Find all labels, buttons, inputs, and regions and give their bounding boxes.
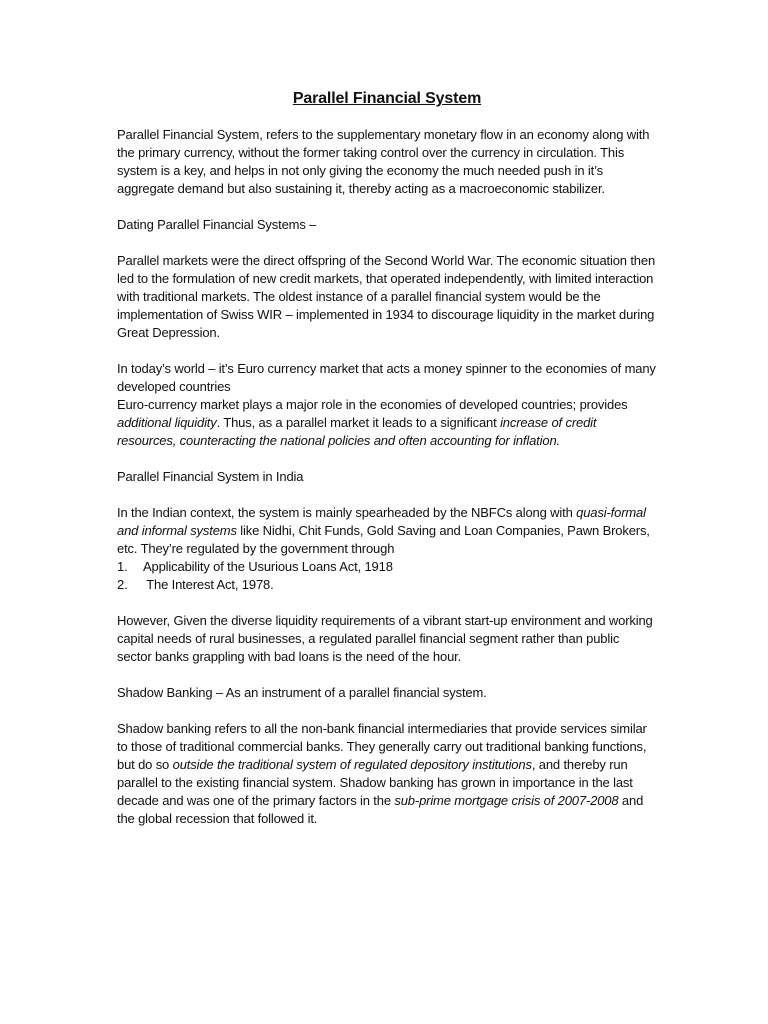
however-paragraph: However, Given the diverse liquidity requirements of a vibrant start-up environment and working capital needs of rural businesses, a regulated parallel financial segment rather than public sector banks grappling with bad loans is the need of the hour. [117,613,653,664]
shadow-paragraph [117,720,657,828]
today-line2-a: Euro-currency market plays a major role in the economies of developed countries; provides [117,397,628,412]
shadow-para-b: , and thereby run parallel to the existing financial system. Shadow banking has grown in importance in the last decade and was one of the primary factors in the [117,757,633,808]
list-item-number: 1. [117,559,128,574]
list-item-number: 2. [117,577,128,592]
list-item-text: The Interest Act, 1978. [143,577,274,592]
shadow-para-a: Shadow banking refers to all the non-bank financial intermediaries that provide services similar to those of traditional commercial banks. They generally carry out traditional banking functions, but do so [117,721,647,772]
india-heading: Parallel Financial System in India [117,469,304,484]
today-line1: In today’s world – it’s Euro currency market that acts a money spinner to the economies of many developed countries [117,361,656,394]
dating-heading: Dating Parallel Financial Systems – [117,217,317,232]
today-paragraph [117,360,657,450]
document-page [117,88,657,846]
india-para-emphasis: quasi-formal and informal systems [117,505,646,538]
acts-list [117,558,657,594]
today-line2-emphasis: additional liquidity [117,415,217,430]
list-item [117,558,657,576]
shadow-heading: Shadow Banking – As an instrument of a parallel financial system. [117,685,487,700]
list-item-text: Applicability of the Usurious Loans Act, 1918 [143,559,393,574]
today-line2-emphasis-2: increase of credit resources, counteracting the national policies and often accounting for inflation. [117,415,597,448]
india-para-b: like Nidhi, Chit Funds, Gold Saving and Loan Companies, Pawn Brokers, etc. They’re regulated by the government through [117,523,650,556]
shadow-para-emphasis: outside the traditional system of regulated depository institutions [172,757,532,772]
shadow-para-emphasis-2: sub-prime mortgage crisis of 2007-2008 [394,793,619,808]
india-para-a: In the Indian context, the system is mainly spearheaded by the NBFCs along with [117,505,577,520]
intro-paragraph: Parallel Financial System, refers to the supplementary monetary flow in an economy along with the primary currency, without the former taking control over the currency in circulation. This system is a key, and helps in not only giving the economy the much needed push in it’s aggregate demand but also sustaining it, thereby acting as a macroeconomic stabilizer. [117,127,650,196]
list-item [117,576,657,594]
shadow-para-c: and the global recession that followed it. [117,793,644,826]
page-title: Parallel Financial System [292,90,482,107]
india-paragraph [117,504,657,558]
today-line2-b: . Thus, as a parallel market it leads to a significant [216,415,501,430]
dating-paragraph: Parallel markets were the direct offspring of the Second World War. The economic situation then led to the formulation of new credit markets, that operated independently, with limited interaction with traditional markets. The oldest instance of a parallel financial system would be the implementation of Swiss WIR – implemented in 1934 to discourage liquidity in the market during Great Depression. [117,253,656,340]
